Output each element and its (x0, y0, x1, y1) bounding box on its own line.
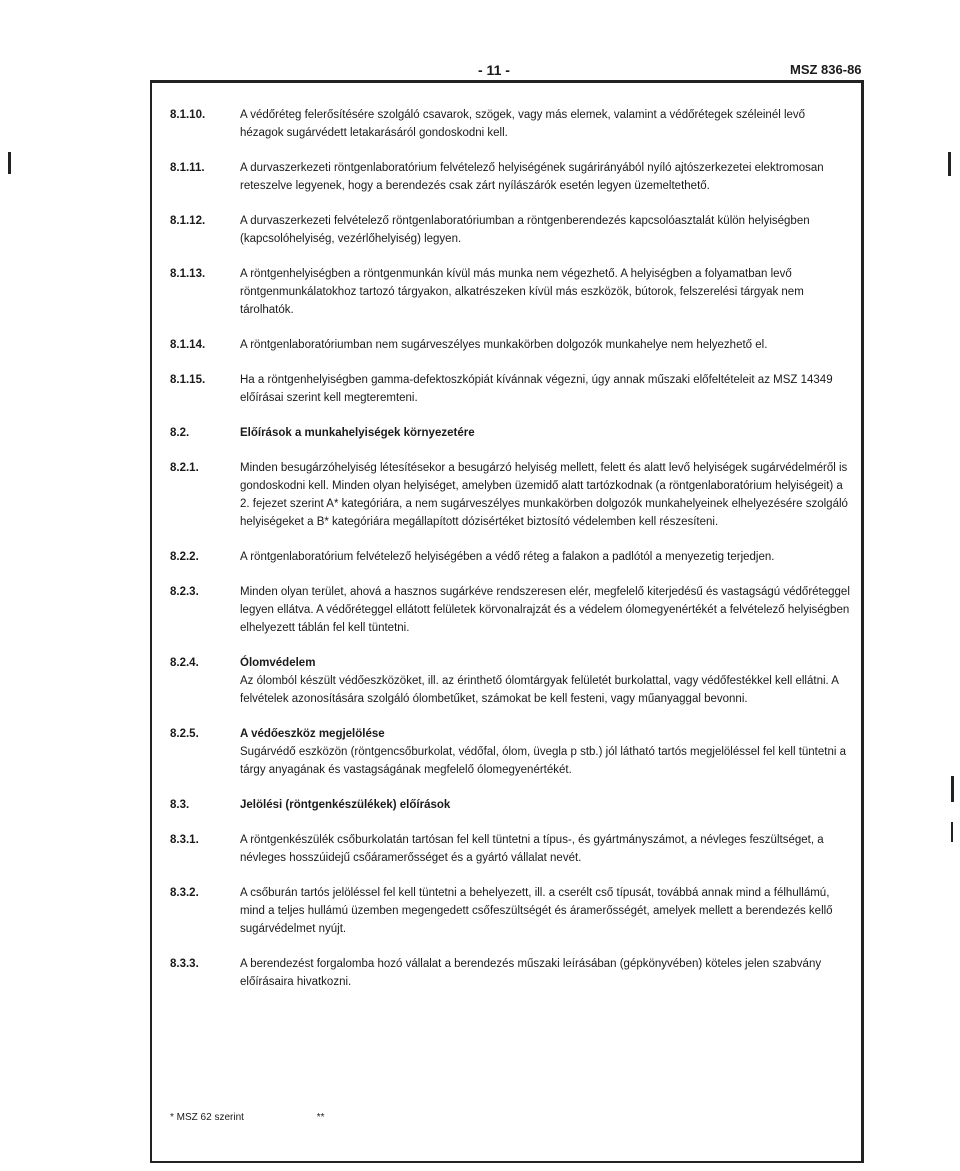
section-number: 8.2.3. (170, 586, 199, 598)
standard-id: MSZ 836-86 (790, 62, 862, 77)
section-number: 8.2.2. (170, 551, 199, 563)
section-text (240, 955, 850, 991)
section-paragraph: A berendezést forgalomba hozó vállalat a berendezés műszaki leírásában (gépkönyvében) köteles jelen szabvány előírásaira hivatkozni. (240, 958, 822, 988)
section (170, 725, 850, 779)
section-number: 8.1.10. (170, 109, 206, 121)
section-paragraph: Jelölési (röntgenkészülékek) előírások (240, 799, 451, 811)
section (170, 831, 850, 867)
section-paragraph: A röntgenhelyiségben a röntgenmunkán kívül más munka nem végezhető. A helyiségben a folyamatban levő röntgenmunkálatokhoz tartozó tárgyakon, alkatrészeken kívül más eszközök, bútorok, felszerelési tárgyak nem tárolhatók. (240, 268, 804, 316)
section-text (240, 159, 850, 195)
section-text (240, 265, 850, 319)
section-number: 8.2. (170, 427, 190, 439)
section-paragraph: A védőréteg felerősítésére szolgáló csavarok, szögek, vagy más elemek, valamint a védőrétegek széleinél levő hézagok sugárvédett letakarásáról gondoskodni kell. (240, 109, 806, 139)
page-number: - 11 - (478, 62, 510, 78)
section-text (240, 548, 850, 566)
section-text (240, 371, 850, 407)
section-number: 8.1.13. (170, 268, 206, 280)
section-text (240, 831, 850, 867)
section (170, 159, 850, 195)
section (170, 583, 850, 637)
section-number: 8.1.15. (170, 374, 206, 386)
section-number: 8.3.3. (170, 958, 199, 970)
scan-mark (8, 152, 11, 174)
section (170, 548, 850, 566)
section (170, 955, 850, 991)
section-text (240, 725, 850, 779)
section-text (240, 884, 850, 938)
section-number: 8.1.11. (170, 162, 205, 174)
section-paragraph: Minden olyan terület, ahová a hasznos sugárkéve rendszeresen elér, megfelelő kiterjedésű és vastagságú védőréteggel legyen ellátva. A védőréteggel ellátott felületek körvonalrajzát és a védelem ólomegyenértékét a felvételező helyiségben elhelyezett táblán fel kell tüntetni. (240, 586, 850, 634)
section-paragraph: A röntgenkészülék csőburkolatán tartósan fel kell tüntetni a típus-, és gyártmányszámot, a névleges feszültséget, a névleges hosszúidejű csőáramerősséget és a gyártó vállalat nevét. (240, 834, 824, 864)
scan-mark (951, 822, 953, 842)
section-paragraph: Az ólomból készült védőeszközöket, ill. az érinthető ólomtárgyak felületét burkolattal, vagy védőfestékkel kell ellátni. A felvételek azonosítására szolgáló ólombetűket, számokat be kell festeni, vagy műanyaggal bevonni. (240, 675, 839, 705)
section-paragraph: Minden besugárzóhelyiség létesítésekor a besugárzó helyiség mellett, felett és alatt levő helyiségek sugárvédelméről is gondoskodni kell. Minden olyan helyiséget, amelyben üzemidő alatt tartózkodnak (a röntgenlaboratórium helyiségeit) a 2. fejezet szerint A* kategóriára, a nem sugárveszélyes munkakörben dolgozók munkahelyeinek elhelyezésére szolgáló helyiségeket a B* kategóriára megállapított dózisértéket biztosító védelemben kell részesíteni. (240, 462, 848, 528)
section-text (240, 212, 850, 248)
section (170, 371, 850, 407)
footnote-mark-1: * MSZ 62 szerint (170, 1112, 244, 1123)
section-text (240, 583, 850, 637)
section-paragraph: Sugárvédő eszközön (röntgencsőburkolat, védőfal, ólom, üvegla p stb.) jól látható tartós megjelöléssel fel kell tüntetni a tárgy anyagának és vastagságának megfelelő ólomegyenértékét. (240, 746, 847, 776)
section (170, 265, 850, 319)
section-number: 8.2.4. (170, 657, 199, 669)
section-subheading: Ólomvédelem (240, 657, 316, 669)
footnote-mark-2: ** (316, 1112, 325, 1123)
section-text (240, 796, 850, 814)
section-number: 8.3.2. (170, 887, 199, 899)
footnote (170, 1112, 325, 1123)
section-number: 8.1.12. (170, 215, 206, 227)
section-text (240, 424, 850, 442)
section-paragraph: A csőburán tartós jelöléssel fel kell tüntetni a behelyezett, ill. a cserélt cső típusát, továbbá annak mind a félhullámú, mind a teljes hullámú üzemben megengedett csőfeszültségét és áramerősségét, amelyek mellett a berendezés kellő sugárvédelmet nyújt. (240, 887, 833, 935)
section-number: 8.3.1. (170, 834, 199, 846)
section-paragraph: Ha a röntgenhelyiségben gamma-defektoszkópiát kívánnak végezni, úgy annak műszaki előfeltételeit az MSZ 14349 előírásai szerint kell megteremteni. (240, 374, 833, 404)
section (170, 459, 850, 531)
scan-mark (948, 152, 951, 176)
section-paragraph: A durvaszerkezeti röntgenlaboratórium felvételező helyiségének sugárirányából nyíló ajtószerkezetei elektromosan reteszelve legyenek, hogy a berendezés csak zárt nyílászárók esetén legyen üzemeltethető. (240, 162, 824, 192)
section-number: 8.2.1. (170, 462, 199, 474)
section-number: 8.3. (170, 799, 190, 811)
section (170, 106, 850, 142)
section-number: 8.1.14. (170, 339, 206, 351)
section-subheading: A védőeszköz megjelölése (240, 728, 385, 740)
section (170, 212, 850, 248)
document-body (170, 106, 850, 1008)
section-text (240, 654, 850, 708)
section (170, 884, 850, 938)
section-paragraph: A röntgenlaboratóriumban nem sugárveszélyes munkakörben dolgozók munkahelye nem helyezhető el. (240, 339, 768, 351)
section-text (240, 459, 850, 531)
section-paragraph: A durvaszerkezeti felvételező röntgenlaboratóriumban a röntgenberendezés kapcsolóasztalát külön helyiségben (kapcsolóhelyiség, vezérlőhelyiség) legyen. (240, 215, 810, 245)
section (170, 424, 850, 442)
section-paragraph: A röntgenlaboratórium felvételező helyiségében a védő réteg a falakon a padlótól a menyezetig terjedjen. (240, 551, 775, 563)
section-text (240, 106, 850, 142)
scan-mark (951, 776, 954, 802)
section-number: 8.2.5. (170, 728, 199, 740)
section (170, 336, 850, 354)
section (170, 654, 850, 708)
section-paragraph: Előírások a munkahelyiségek környezetére (240, 427, 475, 439)
section (170, 796, 850, 814)
section-text (240, 336, 850, 354)
